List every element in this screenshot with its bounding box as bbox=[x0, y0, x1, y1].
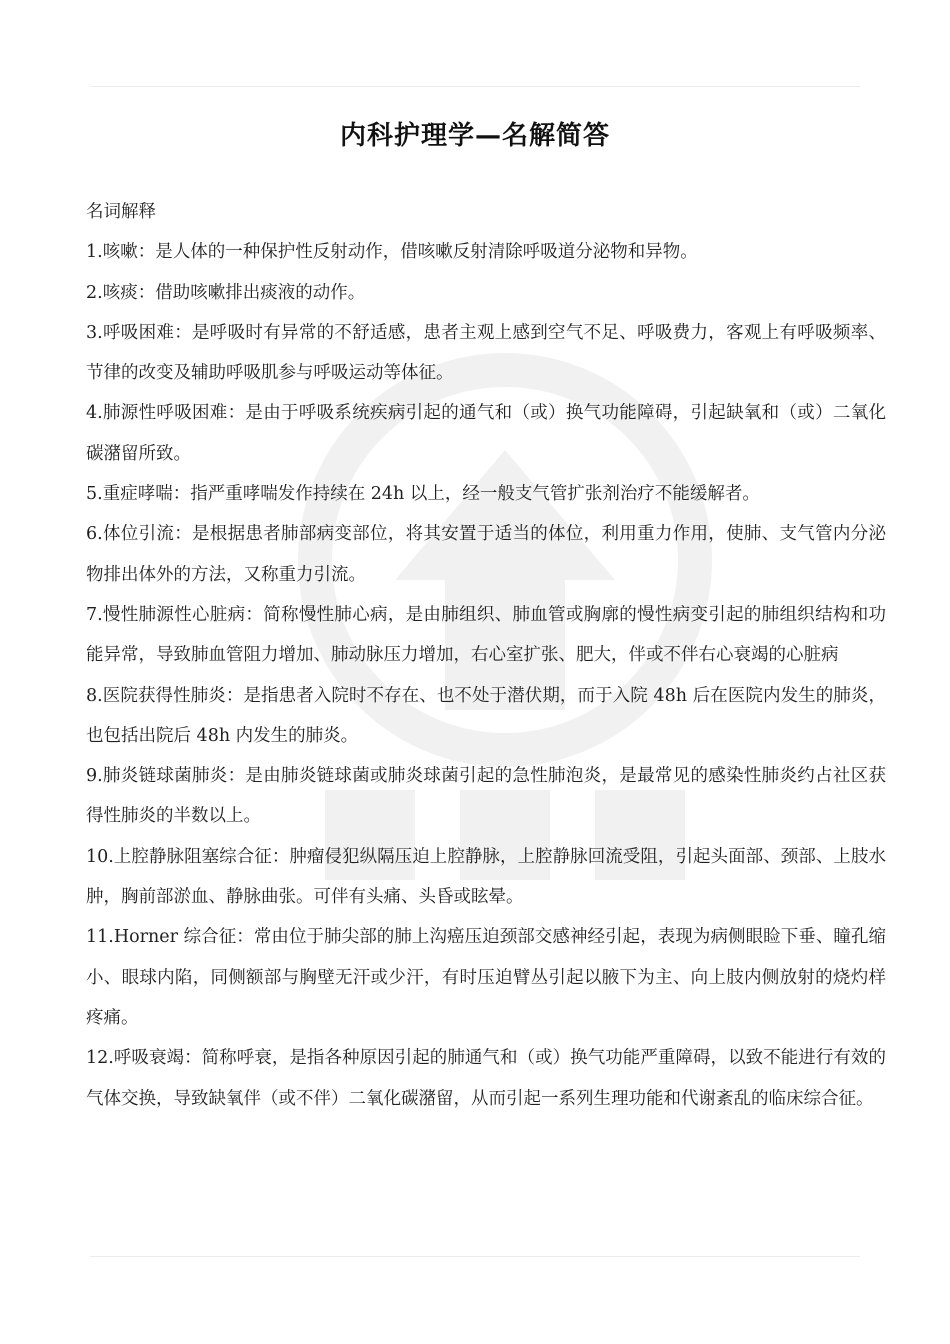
term-entry-2: 2.咳痰：借助咳嗽排出痰液的动作。 bbox=[86, 282, 366, 303]
term-entry-8: 8.医院获得性肺炎：是指患者入院时不存在、也不处于潜伏期，而于入院 48h 后在医院内发生的肺炎，也包括出院后 48h 内发生的肺炎。 bbox=[86, 685, 886, 746]
section-heading: 名词解释 bbox=[86, 202, 156, 222]
term-entry-3: 3.呼吸困难：是呼吸时有异常的不舒适感，患者主观上感到空气不足、呼吸费力，客观上有呼吸频率、节律的改变及辅助呼吸肌参与呼吸运动等体征。 bbox=[86, 322, 886, 384]
term-entry-10: 10.上腔静脉阻塞综合征：肿瘤侵犯纵隔压迫上腔静脉，上腔静脉回流受阻，引起头面部、颈部、上肢水肿，胸前部淤血、静脉曲张。可伴有头痛、头昏或眩晕。 bbox=[86, 846, 886, 908]
top-divider bbox=[90, 86, 860, 87]
document-title: 内科护理学—名解简答 bbox=[339, 121, 610, 151]
term-entry-11: 11.Horner 综合征：常由位于肺尖部的肺上沟癌压迫颈部交感神经引起，表现为病侧眼睑下垂、瞳孔缩小、眼球内陷，同侧额部与胸壁无汗或少汗，有时压迫臂丛引起以腋下为主、向上肢内侧放射的烧灼样疼痛。 bbox=[86, 927, 886, 1028]
term-entry-4: 4.肺源性呼吸困难：是由于呼吸系统疾病引起的通气和（或）换气功能障碍，引起缺氧和（或）二氧化碳潴留所致。 bbox=[86, 403, 886, 464]
bottom-divider bbox=[90, 1256, 860, 1257]
term-entry-9: 9.肺炎链球菌肺炎：是由肺炎链球菌或肺炎球菌引起的急性肺泡炎，是最常见的感染性肺炎约占社区获得性肺炎的半数以上。 bbox=[86, 766, 886, 827]
document-body bbox=[86, 192, 886, 1119]
term-entry-6: 6.体位引流：是根据患者肺部病变部位，将其安置于适当的体位，利用重力作用，使肺、支气管内分泌物排出体外的方法，又称重力引流。 bbox=[86, 524, 886, 585]
term-entry-12: 12.呼吸衰竭：简称呼衰，是指各种原因引起的肺通气和（或）换气功能严重障碍，以致不能进行有效的气体交换，导致缺氧伴（或不伴）二氧化碳潴留，从而引起一系列生理功能和代谢紊乱的临床综合征。 bbox=[86, 1048, 886, 1109]
term-entry-5: 5.重症哮喘：指严重哮喘发作持续在 24h 以上，经一般支气管扩张剂治疗不能缓解者。 bbox=[86, 484, 760, 505]
term-entry-1: 1.咳嗽：是人体的一种保护性反射动作，借咳嗽反射清除呼吸道分泌物和异物。 bbox=[86, 242, 698, 263]
term-entry-7: 7.慢性肺源性心脏病：简称慢性肺心病，是由肺组织、肺血管或胸廓的慢性病变引起的肺组织结构和功能异常，导致肺血管阻力增加、肺动脉压力增加，右心室扩张、肥大，伴或不伴右心衰竭的心脏病 bbox=[86, 604, 886, 666]
